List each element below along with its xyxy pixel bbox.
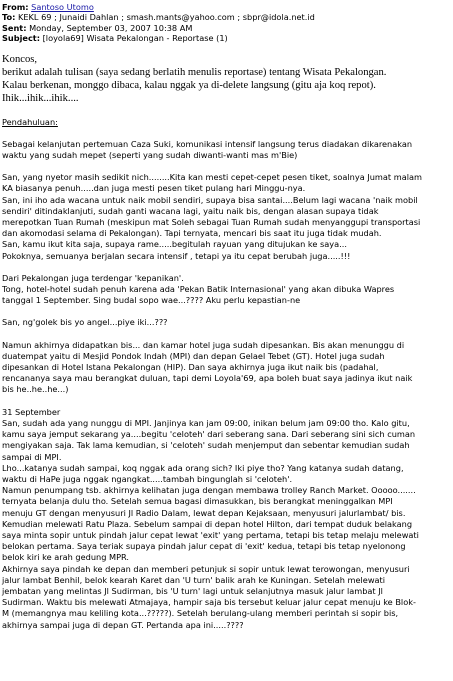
body-line: akhirnya sampai juga di depan GT. Pertanda apa ini.....???? [2,619,244,630]
body-line: M (memangnya mau keliling kota...?????). Setelah berulang-ulang memberi perintah si sopir bis, [2,608,399,619]
body-line: Kemudian melewati Ratu Plaza. Sebelum sampai di depan hotel Hilton, dari tempat duduk belakang [2,518,413,529]
body-line: Lho...katanya sudah sampai, koq nggak ada orang sich? Iki piye tho? Yang katanya sudah datang, [2,462,404,473]
body-line: belokan pertama. Saya teriak supaya pindah jalur cepat di 'exit' kedua, tetapi bis tetap nyelonong [2,541,406,552]
body-line: rencananya saya mau berangkat duluan, tapi demi Loyola'69, apa boleh buat saya jadinya ikut naik [2,373,413,384]
greeting [2,53,451,105]
body-line: ternyata belanja dulu tho. Setelah semua bagasi dimasukkan, bis berangkat meninggalkan MPI [2,496,393,507]
body-line: San, ng'golek bis yo angel...piye iki...??? [2,317,168,328]
to-label: To: [2,12,16,23]
body-line: tanggal 1 September. Sing budal sopo wae...???? Aku perlu kepastian-ne [2,295,301,306]
body-line: San, yang nyetor masih sedikit nich........Kita kan mesti cepet-cepet pesen tiket, soalnya Jumat malam [2,172,423,183]
body-line: waktu di HaPe juga nggak ngangkat.....tambah bingunglah si 'celoteh'. [2,473,293,484]
body-line: sendiri' ditindaklanjuti, sudah ganti wacana lagi, yaitu naik bis, dengan alasan supaya tidak [2,205,379,216]
body-line: dipesankan di Hotel Istana Pekalongan (HIP). Dan saya akhirnya juga ikut naik bis (padahal, [2,362,379,373]
body-line: waktu yang sudah mepet (seperti yang sudah diwanti-wanti mas m'Bie) [2,150,298,161]
body-line: saya minta sopir untuk pindah jalur cepat lewat 'exit' yang pertama, tetapi bis tetap melaju melewati [2,529,419,540]
subject-label: Subject: [2,33,40,44]
from-label: From: [2,2,29,12]
body-line: mengiyakan saja. Tak lama kemudian, si 'celoteh' sudah menjemput dan sebentar kemudian sudah [2,440,410,451]
body-line: jembatan yang melintas Jl Sudirman, bis 'U turn' lagi untuk selanjutnya masuk jalur lambat Jl [2,585,383,596]
body-line: Sudirman. Waktu bis melewati Atmajaya, hampir saja bis tersebut keluar jalur cepat menuju ke Blok- [2,597,416,608]
section-heading: Pendahuluan: [2,116,58,127]
subject-text: [loyola69] Wisata Pekalongan - Reportase (1) [42,33,228,44]
body-line: merepotkan Tuan Rumah (meskipun mat Soleh sebagai Tuan Rumah sudah menyanggupi transportasi [2,217,421,228]
sent-date: Monday, September 03, 2007 10:38 AM [29,22,193,33]
body-line: Namun penumpang tsb. akhirnya kelihatan juga dengan membawa trolley Ranch Market. Ooooo....... [2,485,416,496]
greeting-line: Kalau berkenan, monggo dibaca, kalau nggak ya di-delete langsung (gitu aja koq repot). [2,79,376,91]
body-line: belok kiri ke arah gedung MPR. [2,552,130,563]
body-line: bis he..he..he...) [2,384,69,395]
body-line: kamu saya jemput sekarang ya....begitu 'celoteh' dari seberang sana. Dari seberang sini sich cuman [2,429,416,440]
body-line: Dari Pekalongan juga terdengar 'kepanikan'. [2,272,184,283]
body-line: Pokoknya, semuanya berjalan secara intensif , tetapi ya itu cepat berubah juga.....!!! [2,250,351,261]
body-line: Sebagai kelanjutan pertemuan Caza Suki, komunikasi intensif langsung terus diadakan dikarenakan [2,138,413,149]
body-line: San, ini iho ada wacana untuk naik mobil sendiri, supaya bisa santai....Belum lagi wacana 'naik mobil [2,194,418,205]
body-line: KA biasanya penuh.....dan juga mesti pesen tiket pulang hari Minggu-nya. [2,183,306,194]
sent-label: Sent: [2,22,27,33]
body-line: jalur lambat Benhil, belok kearah Karet dan 'U turn' balik arah ke Kuningan. Setelah melewati [2,574,386,585]
body-line: Akhirnya saya pindah ke depan dan memberi petunjuk si sopir untuk lewat terowongan, menyusuri [2,563,410,574]
body-line: dan akomodasi selama di Pekalongan). Tapi ternyata, mencari bis saat itu juga tidak mudah. [2,228,382,239]
body-line: sampai di MPI. [2,451,62,462]
body-line: duatempat yaitu di Mesjid Pondok Indah (MPI) dan depan Gelael Tebet (GT). Hotel juga sudah [2,350,385,361]
email-body [2,117,451,631]
body-line: San, sudah ada yang nunggu di MPI. Janjinya kan jam 09:00, inikan belum jam 09:00 tho. Kalo gitu, [2,417,410,428]
body-line: San, kamu ikut kita saja, supaya rame.....begitulah rayuan yang ditujukan ke saya... [2,239,347,250]
sent-row [2,23,451,33]
greeting-line: Koncos, [2,53,38,65]
greeting-line: Ihik...ihik...ihik.... [2,92,79,104]
recipients: KEKL 69 ; Junaidi Dahlan ; smash.mants@yahoo.com ; sbpr@idola.net.id [18,12,315,23]
body-line: 31 September [2,406,61,417]
to-row [2,12,451,22]
body-line: Namun akhirnya didapatkan bis... dan kamar hotel juga sudah dipesankan. Bis akan menunggu di [2,339,405,350]
body-line: menuju GT dengan menyusuri Jl Radio Dalam, lewat depan Kejaksaan, menyusuri jalurlambat/ bis. [2,507,406,518]
body-line: Tong, hotel-hotel sudah penuh karena ada 'Pekan Batik Internasional' yang akan dibuka Wapres [2,284,395,295]
email-header [2,2,451,44]
greeting-line: berikut adalah tulisan (saya sedang berlatih menulis reportase) tentang Wisata Pekalongan. [2,66,387,78]
sender-link[interactable]: Santoso Utomo [31,2,94,12]
subject-row [2,33,451,43]
from-row [2,2,451,12]
